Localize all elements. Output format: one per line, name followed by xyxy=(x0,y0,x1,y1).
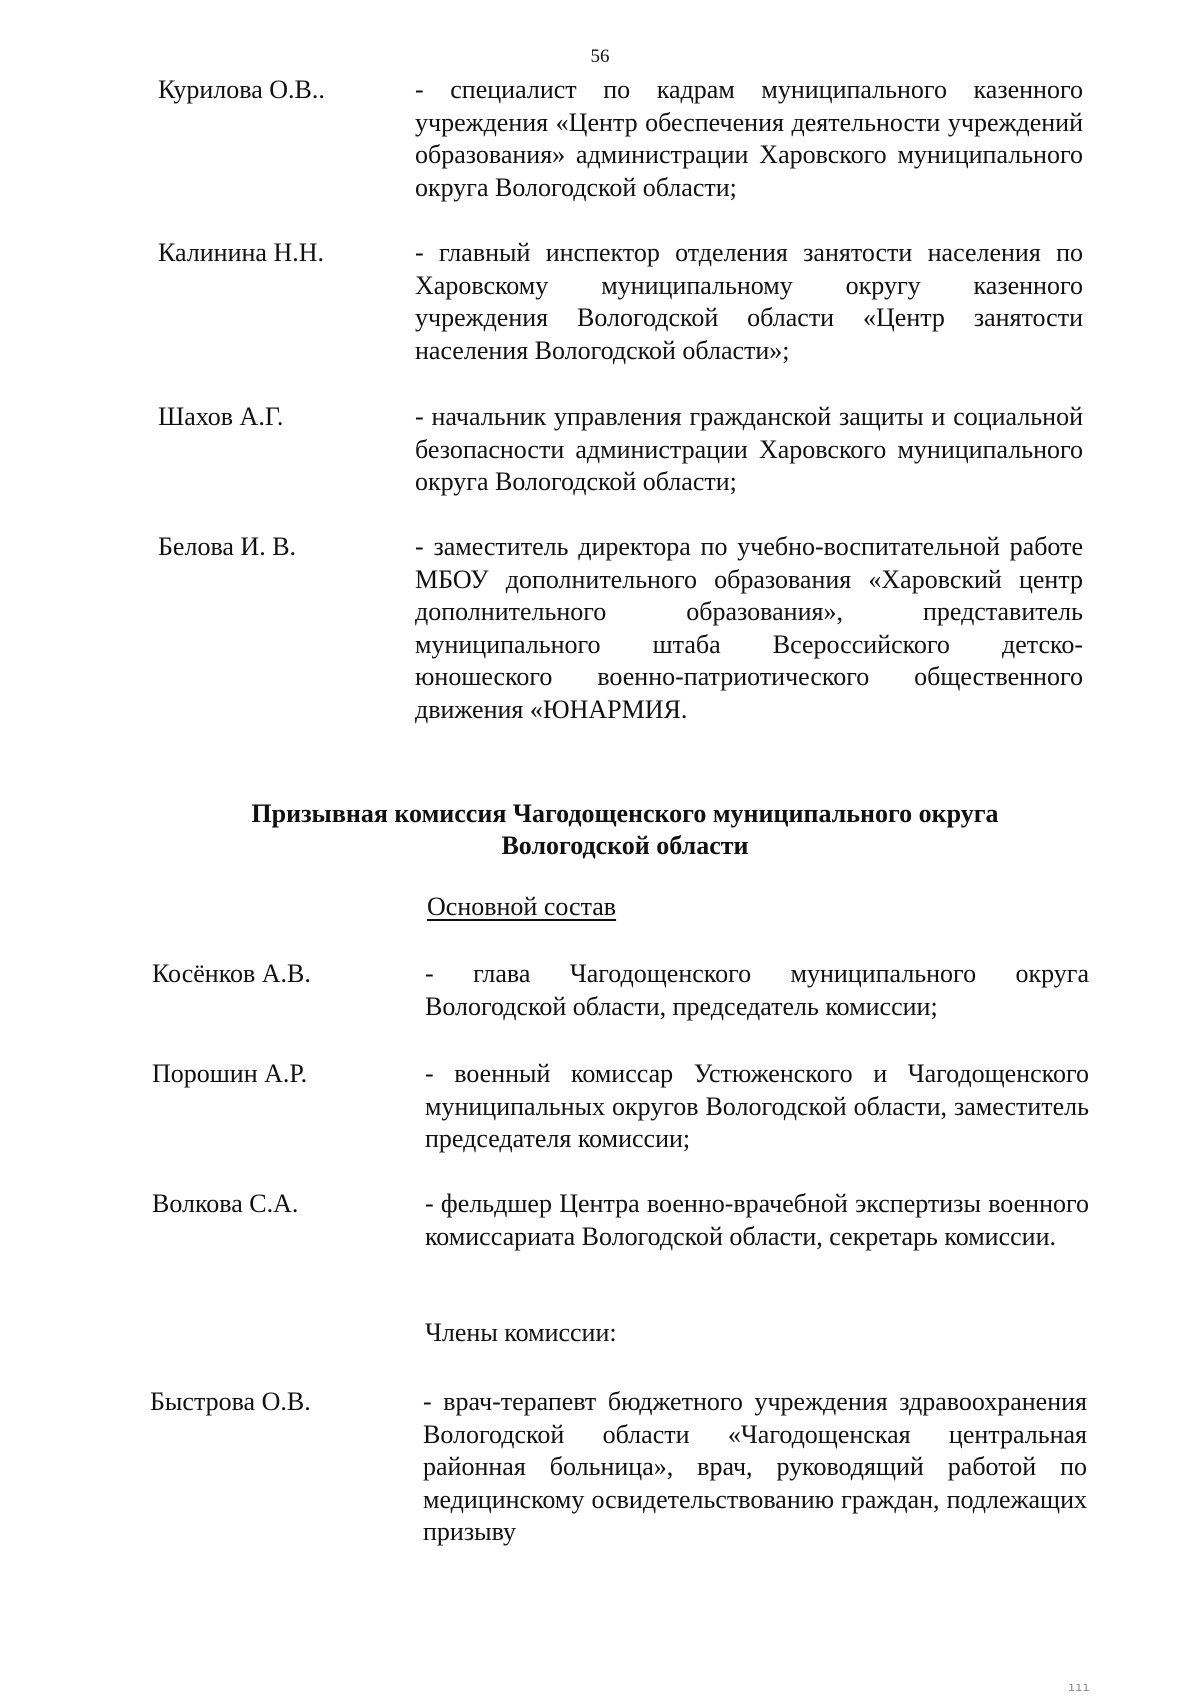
section-title-line1: Призывная комиссия Чагодощенского муниципального округа xyxy=(251,799,999,828)
main-composition-label: Основной состав xyxy=(427,892,617,921)
member-name: Белова И. В. xyxy=(158,532,297,561)
member-name: Волкова С.А. xyxy=(152,1189,299,1218)
member-name: Калинина Н.Н. xyxy=(158,238,324,267)
section-title-line2: Вологодской области xyxy=(501,831,749,860)
member-name: Порошин А.Р. xyxy=(152,1059,308,1088)
scan-mark: ııı xyxy=(1068,1680,1090,1694)
members-label: Члены комиссии: xyxy=(425,1318,617,1347)
member-name: Косёнков А.В. xyxy=(152,959,311,988)
member-name: Шахов А.Г. xyxy=(158,402,284,431)
member-description: - специалист по кадрам муниципального казенного учреждения «Центр обеспечения деятельности учреждений образования» администрации Харовского муниципального округа Вологодской области; xyxy=(415,75,1083,202)
member-description: - главный инспектор отделения занятости населения по Харовскому муниципальному округу казенного учреждения Вологодской области «Центр занятости населения Вологодской области»; xyxy=(415,238,1083,365)
member-description: - военный комиссар Устюженского и Чагодощенского муниципальных округов Вологодской области, заместитель председателя комиссии; xyxy=(425,1059,1089,1153)
member-description: - глава Чагодощенского муниципального округа Вологодской области, председатель комиссии; xyxy=(425,959,1089,1021)
page-number: 56 xyxy=(590,46,610,67)
member-name: Быстрова О.В. xyxy=(150,1387,311,1416)
section-heading xyxy=(150,798,1100,862)
member-description: - заместитель директора по учебно-воспитательной работе МБОУ дополнительного образования «Харовский центр дополнительного образования», представитель муниципального штаба Всероссийского детско-юношеского военно-патриотического общественного движения «ЮНАРМИЯ. xyxy=(415,532,1083,724)
member-description: - врач-терапевт бюджетного учреждения здравоохранения Вологодской области «Чагодощенская центральная районная больница», врач, руководящий работой по медицинскому освидетельствованию граждан, подлежащих призыву xyxy=(423,1387,1087,1546)
member-description: - начальник управления гражданской защиты и социальной безопасности администрации Харовского муниципального округа Вологодской области; xyxy=(415,402,1083,496)
member-description: - фельдшер Центра военно-врачебной экспертизы военного комиссариата Вологодской области, секретарь комиссии. xyxy=(425,1189,1089,1251)
member-name: Курилова О.В.. xyxy=(158,75,325,104)
